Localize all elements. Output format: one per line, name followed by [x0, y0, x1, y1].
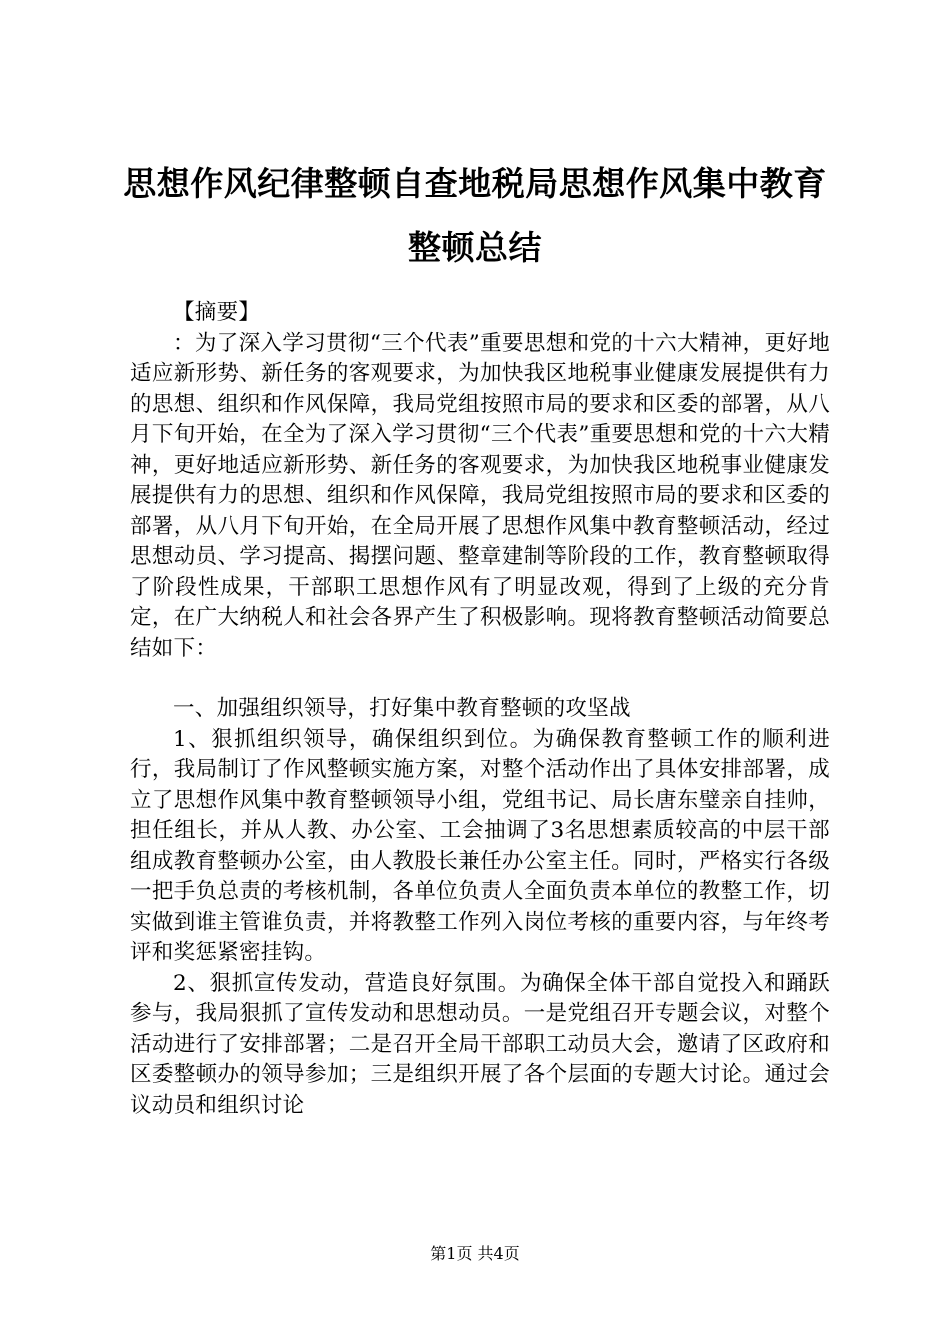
section-heading: 一、加强组织领导，打好集中教育整顿的攻坚战 [173, 696, 631, 721]
body-paragraph: 2、狠抓宣传发动，营造良好氛围。为确保全体干部自觉投入和踊跃参与，我局狠抓了宣传发动和思想动员。一是党组召开专题会议，对整个活动进行了安排部署；二是召开全局干部职工动员大会，邀请了区政府和区委整顿办的领导参加；三是组织开展了各个层面的专题大讨论。通过会议动员和组织讨论 [130, 970, 830, 1118]
abstract-paragraph: ：为了深入学习贯彻“三个代表”重要思想和党的十六大精神，更好地适应新形势、新任务的客观要求，为加快我区地税事业健康发展提供有力的思想、组织和作风保障，我局党组按照市局的要求和区委的部署，从八月下旬开始，在全为了深入学习贯彻“三个代表”重要思想和党的十六大精神，更好地适应新形势、新任务的客观要求，为加快我区地税事业健康发展提供有力的思想、组织和作风保障，我局党组按照市局的要求和区委的部署，从八月下旬开始，在全局开展了思想作风集中教育整顿活动，经过思想动员、学习提高、揭摆问题、整章建制等阶段的工作，教育整顿取得了阶段性成果，干部职工思想作风有了明显改观，得到了上级的充分肯定，在广大纳税人和社会各界产生了积极影响。现将教育整顿活动简要总结如下： [130, 330, 830, 661]
body-paragraph: 1、狠抓组织领导，确保组织到位。为确保教育整顿工作的顺利进行，我局制订了作风整顿实施方案，对整个活动作出了具体安排部署，成立了思想作风集中教育整顿领导小组，党组书记、局长唐东璧亲自挂帅，担任组长，并从人教、办公室、工会抽调了3名思想素质较高的中层干部组成教育整顿办公室，由人教股长兼任办公室主任。同时，严格实行各级一把手负总责的考核机制，各单位负责人全面负责本单位的教整工作，切实做到谁主管谁负责，并将教整工作列入岗位考核的重要内容，与年终考评和奖惩紧密挂钩。 [130, 726, 830, 965]
document-title: 思想作风纪律整顿自查地税局思想作风集中教育整顿总结 [123, 164, 827, 267]
document-body [130, 298, 830, 1121]
abstract-label: 【摘要】 [173, 300, 261, 325]
page-footer: 第1页 共4页 [430, 1244, 520, 1263]
